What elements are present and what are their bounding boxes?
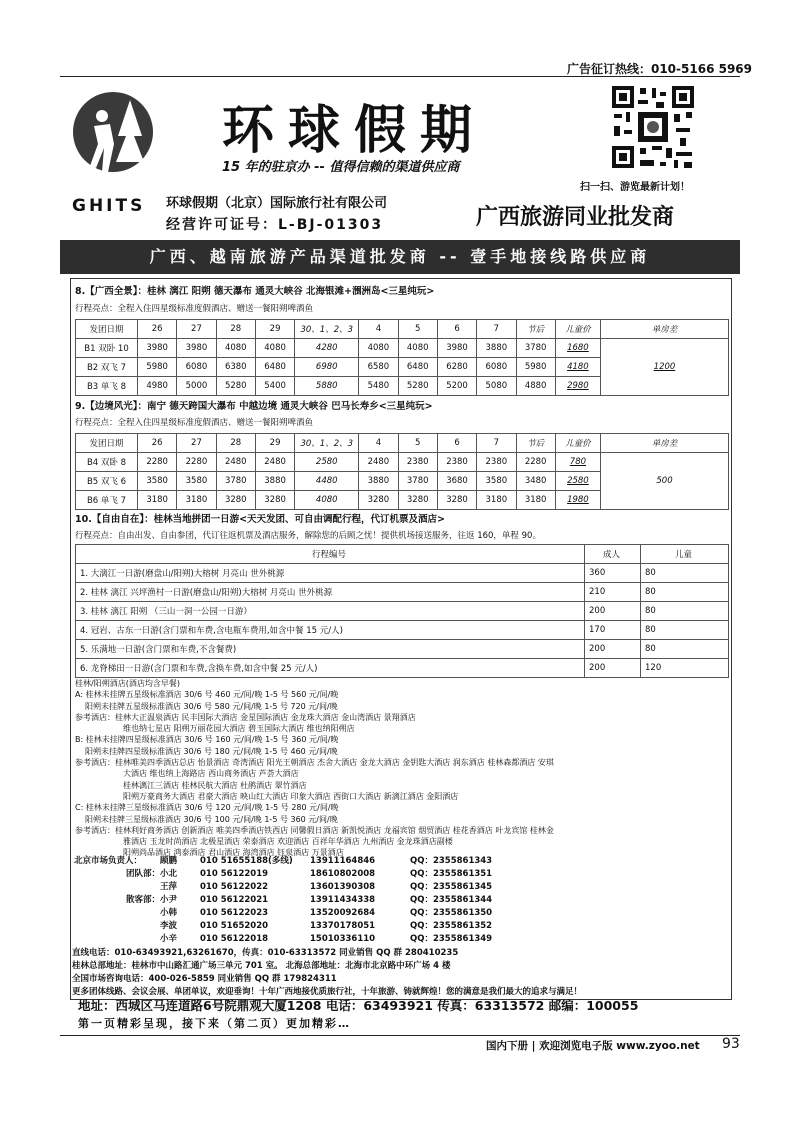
- bottom-divider: [60, 1035, 740, 1036]
- top-divider: [60, 76, 740, 77]
- footer-link[interactable]: 国内下册 | 欢迎浏览电子版 www.zyoo.net: [486, 1040, 700, 1052]
- brand-title: 环球假期: [222, 100, 487, 161]
- table-row: 5. 乐满地一日游(含门票和车费,不含餐费) 200 80: [76, 640, 729, 659]
- direct-line: 直线电话：010-63493921,63261670，传真：010-63313572 同业销售 QQ 群 280410235: [72, 948, 459, 958]
- contact-row: 小辛 010 56122018 15010336110 QQ：2355861349: [160, 934, 493, 944]
- table-header: 发团日期 26 27 28 29 30、1、2、3 4 5 6 7 节后 儿童价 单房差: [76, 434, 729, 453]
- table-row: B3 单飞 8 4980 5000 5280 5400 5880 5480 5280 5200 5080 4880 2980: [76, 377, 729, 396]
- table-row: 3. 桂林 漓江 阳朔 （三山一洞一公园一日游） 200 80: [76, 602, 729, 621]
- table-row: 2. 桂林 漓江 兴坪渔村一日游(磨盘山/阳朔)大榕树 月亮山 世外桃源 210 80: [76, 583, 729, 602]
- table-row: 6. 龙脊梯田一日游(含门票和车费,含换车费,如含中餐 25 元/人) 200 120: [76, 659, 729, 678]
- hotel-list: 桂林/阳朔酒店(酒店均含早餐) A: 桂林未挂牌五星级标准酒店 30/6 号 460 元/间/晚 1-5 号 560 元/间/晚 阳朔未挂牌五星级标准酒店 30/6 号 580 元/间/晚 1-5 号 720 元/间/晚 参考酒店：桂林大正温泉酒店 民丰国际大酒店 金星国际酒店 金龙珠大酒店 金山湾酒店 景翔酒店 维也纳七星店 阳朔万丽花园大酒店 碧玉国际大酒店 维也纳阳朔店 B: 桂林未挂牌四星级标准酒店 30/6 号 160 元/间/晚 1-5 号 360 元/间/晚 阳朔未挂牌四星级标准酒店 30/6 号 180 元/间/晚 1-5 号 460 元/间/晚 参考酒店：桂林唯美四季酒店总店 怡景酒店 奇湾酒店 阳光王朝酒店 杰舍大酒店 金龙大酒店 金钥匙大酒店 润东酒店 桂林森都酒店 安琪 大酒店 维也纳上海路店 西山商务酒店 芦荟大酒店 桂林漓江三酒店 桂林民航大酒店 杜鹃酒店 翠竹酒店 阳朔万豪商务大酒店 君豪大酒店 映山红大酒店 印象大酒店 西街口大酒店 新漓江酒店 金阳酒店 C: 桂林未挂牌三星级标准酒店 30/6 号 120 元/间/晚 1-5 号 280 元/间/晚 阳朔未挂牌三星级标准酒店 30/6 号 100 元/间/晚 1-5 号 360 元/间/晚 参考酒店：桂林利好商务酒店 创新酒店 唯美四季酒店铁西店 同馨假日酒店 新凯悦酒店 龙福宾馆 烟贸酒店 桂花香酒店 叶龙宾馆 桂林金 雅酒店 玉龙时尚酒店 北极星酒店 荣泰酒店 欢迎酒店 百祥年华酒店 九州酒店 金龙珠酒店副楼 阳朔尚品酒店 鸿泰酒店 君山酒店 海湾酒店 钰泉酒店 万景酒店: [75, 679, 554, 858]
- table-header: 行程编号 成人 儿童: [76, 545, 729, 564]
- contact-row: 李波 010 51652020 13370178051 QQ：2355861352: [160, 921, 493, 931]
- ad-hotline: 广告征订热线：010-5166 5969: [566, 62, 752, 76]
- sec8-table: [75, 319, 729, 396]
- branch-address: 桂林总部地址：桂林市中山路汇通广场三单元 701 室。 北海总部地址：北海市北京路中环广场 4 楼: [72, 961, 451, 971]
- office-address: 地址：西城区马连道路6号院鼎观大厦1208 电话：63493921 传真：63313572 邮编：100055: [78, 998, 639, 1013]
- sec8-note: 行程亮点：全程入住四星级标准度假酒店、赠送一餐阳朔啤酒鱼: [75, 304, 314, 314]
- table-row: B1 双卧 10 3980 3980 4080 4080 4280 4080 4080 3980 3880 3780 1680 1200: [76, 339, 729, 358]
- sec9-title: 9.【边境风光】：南宁 德天跨国大瀑布 中越边境 通灵大峡谷 巴马长寿乡<三星纯玩>: [75, 401, 433, 412]
- single-supplement: 500: [601, 453, 729, 510]
- table-row: 4. 冠岩、古东一日游(含门票和车费,含电瓶车费用,如含中餐 15 元/人) 170 80: [76, 621, 729, 640]
- table-row: B6 单飞 7 3180 3180 3280 3280 4080 3280 3280 3280 3180 3180 1980: [76, 491, 729, 510]
- table-header: 发团日期 26 27 28 29 30、1、2、3 4 5 6 7 节后 儿童价 单房差: [76, 320, 729, 339]
- company-name: 环球假期（北京）国际旅行社有限公司: [166, 196, 388, 211]
- table-row: 1. 大漓江一日游(磨盘山/阳朔)大榕树 月亮山 世外桃源 360 80: [76, 564, 729, 583]
- sec10-note: 行程亮点：自由出发、自由参团，代订往返机票及酒店服务，解除您的后顾之忧！提供机场接送服务，往返 160，单程 90。: [75, 531, 541, 541]
- sec8-title: 8.【广西全景】：桂林 漓江 阳朔 德天瀑布 通灵大峡谷 北海银滩+涠洲岛<三星纯玩>: [75, 286, 435, 297]
- sec9-note: 行程亮点：全程入住四星级标准度假酒店、赠送一餐阳朔啤酒鱼: [75, 418, 314, 428]
- ghits-text: GHITS: [72, 196, 146, 216]
- contact-row: 北京市场负责人： 顾鹏 010 51655188(多线) 13911164846 QQ：2355861343: [74, 856, 493, 866]
- national-hotline: 全国市场咨询电话：400-026-5859 同业销售 QQ 群 179824311: [72, 974, 337, 984]
- slogan-band: 广西、越南旅游产品渠道批发商 -- 壹手地接线路供应商: [60, 240, 740, 274]
- sec9-table: [75, 433, 729, 510]
- scan-caption: 扫一扫、游览最新计划！: [580, 182, 690, 193]
- contact-row: 小韩 010 56122023 13520092684 QQ：2355861350: [160, 908, 493, 918]
- single-supplement: 1200: [601, 339, 729, 396]
- promo-line: 更多团体线路、会议会展、单团单议，欢迎垂询！十年广西地接优质旅行社，十年旅游、铸就辉煌！您的满意是我们最大的追求与满足！: [72, 987, 583, 997]
- sec10-table: [75, 544, 729, 678]
- slogan: 15 年的驻京办 -- 值得信赖的渠道供应商: [222, 160, 460, 175]
- sec10-title: 10.【自由自在】：桂林当地拼团一日游<天天发团、可自由调配行程，代订机票及酒店>: [75, 514, 446, 525]
- license-number: 经营许可证号：L-BJ-01303: [166, 217, 384, 233]
- table-row: B4 双卧 8 2280 2280 2480 2480 2580 2480 2380 2380 2380 2280 780 500: [76, 453, 729, 472]
- next-page-note: 第一页精彩呈现，接下来（第二页）更加精彩…: [78, 1017, 351, 1030]
- guangxi-title: 广西旅游同业批发商: [476, 205, 675, 230]
- hiker-logo-icon: [72, 86, 154, 190]
- contact-row: 王萍 010 56122022 13601390308 QQ：2355861345: [160, 882, 493, 892]
- page-number: 93: [722, 1036, 740, 1052]
- qr-code-icon[interactable]: [610, 84, 696, 170]
- contact-row: 散客部：小尹 010 56122021 13911434338 QQ：2355861344: [125, 895, 493, 905]
- contact-row: 团队部：小北 010 56122019 18610802008 QQ：2355861351: [125, 869, 493, 879]
- table-row: B5 双飞 6 3580 3580 3780 3880 4480 3880 3780 3680 3580 3480 2580: [76, 472, 729, 491]
- table-row: B2 双飞 7 5980 6080 6380 6480 6980 6580 6480 6280 6080 5980 4180: [76, 358, 729, 377]
